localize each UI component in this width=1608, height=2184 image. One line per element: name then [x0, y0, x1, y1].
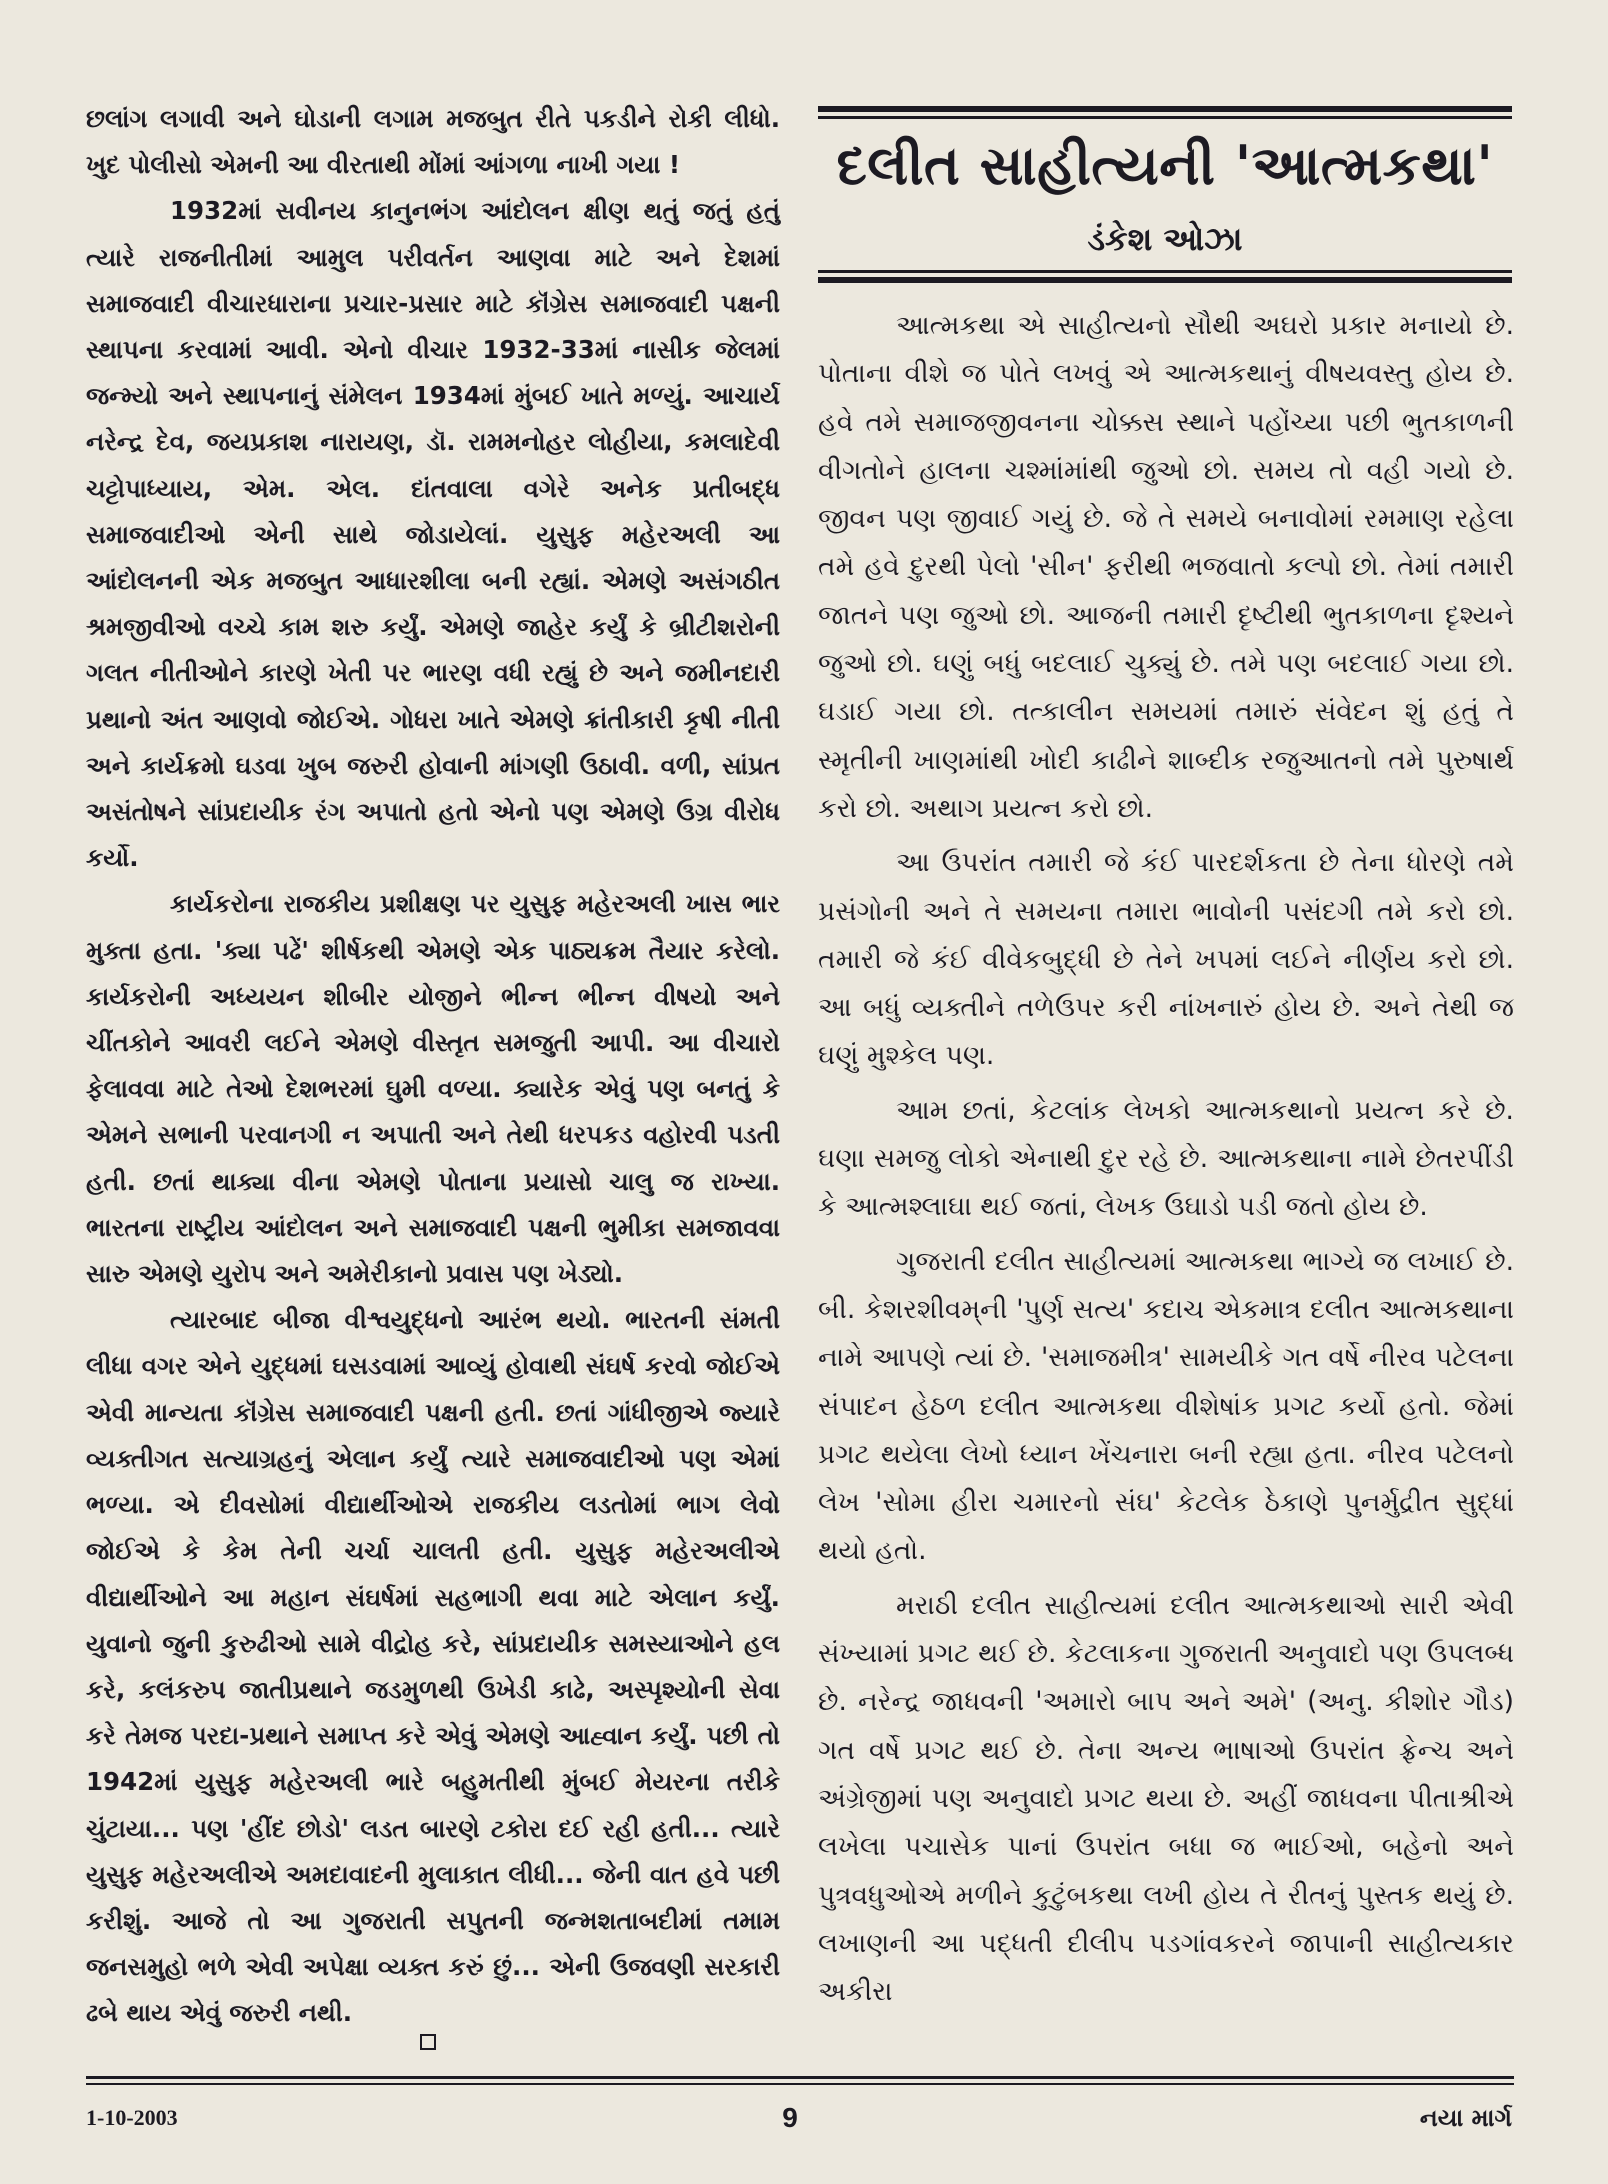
magazine-name: નયા માર્ગ: [1419, 2104, 1512, 2132]
right-paragraph-1: આત્મકથા એ સાહીત્યનો સૌથી અઘરો પ્રકાર મનાયો છે. પોતાના વીશે જ પોતે લખવું એ આત્મકથાનું વીષયવસ્તુ હોય છે. હવે તમે સમાજજીવનના ચોક્કસ સ્થાને પહોંચ્યા પછી ભુતકાળની વીગતોને હાલના ચશ્માંમાંથી જુઓ છો. સમય તો વહી ગયો છે. જીવન પણ જીવાઈ ગયું છે. જે તે સમયે બનાવોમાં રમમાણ રહેલા તમે હવે દુરથી પેલો 'સીન' ફરીથી ભજવાતો કલ્પો છો. તેમાં તમારી જાતને પણ જુઓ છો. આજની તમારી દૃષ્ટીથી ભુતકાળના દૃશ્યને જુઓ છો. ઘણું બધું બદલાઈ ચુક્યું છે. તમે પણ બદલાઈ ગયા છો. ઘડાઈ ગયા છો. તત્કાલીન સમયમાં તમારું સંવેદન શું હતું તે સ્મૃતીની ખાણમાંથી ખોદી કાઢીને શાબ્દીક રજુઆતનો તમે પુરુષાર્થ કરો છો. અથાગ પ્રયત્ન કરો છો.: [818, 310, 1514, 824]
right-paragraph-4: ગુજરાતી દલીત સાહીત્યમાં આત્મકથા ભાગ્યે જ લખાઈ છે. બી. કેશરશીવમ્‌ની 'પુર્ણ સત્ય' કદાચ એકમાત્ર દલીત આત્મકથાના નામે આપણે ત્યાં છે. 'સમાજમીત્ર' સામયીકે ગત વર્ષે નીરવ પટેલના સંપાદન હેઠળ દલીત આત્મકથા વીશેષાંક પ્રગટ કર્યો હતો. જેમાં પ્રગટ થયેલા લેખો ધ્યાન ખેંચનારા બની રહ્યા હતા. નીરવ પટેલનો લેખ 'સોમા હીરા ચમારનો સંઘ' કેટલેક ઠેકાણે પુનર્મુદ્રીત સુદ્ધાં થયો હતો.: [818, 1245, 1514, 1567]
right-paragraph-3: આમ છતાં, કેટલાંક લેખકો આત્મકથાનો પ્રયત્ન કરે છે. ઘણા સમજુ લોકો એનાથી દુર રહે છે. આત્મકથાના નામે છેતરપીંડી કે આત્મશ્લાઘા થઈ જતાં, લેખક ઉઘાડો પડી જતો હોય છે.: [818, 1094, 1514, 1223]
left-paragraph-4: ત્યારબાદ બીજા વીશ્વયુદ્ધનો આરંભ થયો. ભારતની સંમતી લીધા વગર એને યુદ્ધમાં ઘસડવામાં આવ્યું હોવાથી સંઘર્ષ કરવો જોઈએ એવી માન્યતા કૉંગ્રેસ સમાજવાદી પક્ષની હતી. છતાં ગાંધીજીએ જ્યારે વ્યક્તીગત સત્યાગ્રહનું એલાન કર્યું ત્યારે સમાજવાદીઓ પણ એમાં ભળ્યા. એ દીવસોમાં વીદ્યાર્થીઓએ રાજકીય લડતોમાં ભાગ લેવો જોઈએ કે કેમ તેની ચર્ચા ચાલતી હતી. યુસુફ મહેરઅલીએ વીદ્યાર્થીઓને આ મહાન સંઘર્ષમાં સહભાગી થવા માટે એલાન કર્યું. યુવાનો જુની કુરુઢીઓ સામે વીદ્રોહ કરે, સાંપ્રદાયીક સમસ્યાઓને હલ કરે, કલંકરુપ જાતીપ્રથાને જડમુળથી ઉખેડી કાઢે, અસ્પૃશ્યોની સેવા કરે તેમજ પરદા-પ્રથાને સમાપ્ત કરે એવું એમણે આહ્વાન કર્યું. પછી તો 1942માં યુસુફ મહેરઅલી ભારે બહુમતીથી મુંબઈ મેયરના તરીકે ચુંટાયા... પણ 'હીંદ છોડો' લડત બારણે ટકોરા દઈ રહી હતી... ત્યારે યુસુફ મહેરઅલીએ અમદાવાદની મુલાકાત લીધી... જેની વાત હવે પછી કરીશું. આજે તો આ ગુજરાતી સપુતની જન્મશતાબદીમાં તમામ જનસમુહો ભળે એવી અપેક્ષા વ્યક્ત કરું છું... એની ઉજવણી સરકારી ઢબે થાય એવું જરુરી નથી.: [86, 1305, 780, 2028]
title-bottom-rule: [818, 277, 1512, 283]
title-top-rule: [818, 106, 1512, 112]
footer-rule: [86, 2076, 1514, 2079]
left-paragraph-1: છલાંગ લગાવી અને ઘોડાની લગામ મજબુત રીતે પકડીને રોકી લીધો. ખુદ પોલીસો એમની આ વીરતાથી મોંમાં આંગળા નાખી ગયા !: [86, 104, 780, 180]
page-number: 9: [782, 2102, 798, 2133]
right-paragraph-2: આ ઉપરાંત તમારી જે કંઈ પારદર્શકતા છે તેના ધોરણે તમે પ્રસંગોની અને તે સમયના તમારા ભાવોની પસંદગી તમે કરો છો. તમારી જે કંઈ વીવેકબુદ્ધી છે તેને ખપમાં લઈને નીર્ણય કરો છો. આ બધું વ્યક્તીને તળેઉપર કરી નાંખનારું હોય છે. અને તેથી જ ઘણું મુશ્કેલ પણ.: [818, 847, 1514, 1072]
title-bottom-rule-thin: [818, 270, 1512, 273]
title-top-rule-thin: [818, 116, 1512, 119]
left-paragraph-2: 1932માં સવીનય કાનુનભંગ આંદોલન ક્ષીણ થતું જતું હતું ત્યારે રાજનીતીમાં આમુલ પરીવર્તન આણવા માટે અને દેશમાં સમાજવાદી વીચારધારાના પ્રચાર-પ્રસાર માટે કૉંગ્રેસ સમાજવાદી પક્ષની સ્થાપના કરવામાં આવી. એનો વીચાર 1932-33માં નાસીક જેલમાં જન્મ્યો અને સ્થાપનાનું સંમેલન 1934માં મુંબઈ ખાતે મળ્યું. આચાર્ય નરેન્દ્ર દેવ, જયપ્રકાશ નારાયણ, ડૉ. રામમનોહર લોહીયા, કમલાદેવી ચટ્ટોપાધ્યાય, એમ. એલ. દાંતવાલા વગેરે અનેક પ્રતીબદ્ધ સમાજવાદીઓ એની સાથે જોડાયેલાં. યુસુફ મહેરઅલી આ આંદોલનની એક મજબુત આધારશીલા બની રહ્યાં. એમણે અસંગઠીત શ્રમજીવીઓ વચ્ચે કામ શરુ કર્યું. એમણે જાહેર કર્યું કે બ્રીટીશરોની ગલત નીતીઓને કારણે ખેતી પર ભારણ વધી રહ્યું છે અને જમીનદારી પ્રથાનો અંત આણવો જોઈએ. ગોધરા ખાતે એમણે ક્રાંતીકારી કૃષી નીતી અને કાર્યક્રમો ઘડવા ખુબ જરુરી હોવાની માંગણી ઉઠાવી. વળી, સાંપ્રત અસંતોષને સાંપ્રદાયીક રંગ અપાતો હતો એનો પણ એમણે ઉગ્ર વીરોધ કર્યો.: [86, 196, 780, 873]
article-author: ડંકેશ ઓઝા: [1087, 220, 1243, 258]
footer-rule-thin: [86, 2083, 1514, 2085]
left-paragraph-3: કાર્યકરોના રાજકીય પ્રશીક્ષણ પર યુસુફ મહેરઅલી ખાસ ભાર મુક્તા હતા. 'ક્યા પઢેં' શીર્ષકથી એમણે એક પાઠ્યક્રમ તૈયાર કરેલો. કાર્યકરોની અધ્યયન શીબીર યોજીને ભીન્ન ભીન્ન વીષયો અને ચીંતકોને આવરી લઈને એમણે વીસ્તૃત સમજુતી આપી. આ વીચારો ફેલાવવા માટે તેઓ દેશભરમાં ઘુમી વળ્યા. ક્યારેક એવું પણ બનતું કે એમને સભાની પરવાનગી ન અપાતી અને તેથી ધરપકડ વહોરવી પડતી હતી. છતાં થાક્યા વીના એમણે પોતાના પ્રયાસો ચાલુ જ રાખ્યા. ભારતના રાષ્ટ્રીય આંદોલન અને સમાજવાદી પક્ષની ભુમીકા સમજાવવા સારુ એમણે યુરોપ અને અમેરીકાનો પ્રવાસ પણ ખેડ્યો.: [86, 889, 780, 1289]
right-column: [818, 302, 1514, 2022]
article-title: દલીત સાહીત્યની 'આત્મકથા': [836, 134, 1494, 197]
article-end-square-icon: [420, 2034, 436, 2050]
left-column: [86, 96, 780, 2037]
right-paragraph-5: મરાઠી દલીત સાહીત્યમાં દલીત આત્મકથાઓ સારી એવી સંખ્યામાં પ્રગટ થઈ છે. કેટલાકના ગુજરાતી અનુવાદો પણ ઉપલબ્ધ છે. નરેન્દ્ર જાધવની 'અમારો બાપ અને અમે' (અનુ. કીશોર ગૌડ) ગત વર્ષે પ્રગટ થઈ છે. તેના અન્ય ભાષાઓ ઉપરાંત ફ્રેન્ચ અને અંગ્રેજીમાં પણ અનુવાદો પ્રગટ થયા છે. અહીં જાધવના પીતાશ્રીએ લખેલા પચાસેક પાનાં ઉપરાંત બધા જ ભાઈઓ, બહેનો અને પુત્રવધુઓએ મળીને કુટુંબકથા લખી હોય તે રીતનું પુસ્તક થયું છે. લખાણની આ પદ્ધતી દીલીપ પડગાંવકરને જાપાની સાહીત્યકાર અકીરા: [818, 1589, 1514, 2008]
issue-date: 1-10-2003: [86, 2105, 178, 2130]
